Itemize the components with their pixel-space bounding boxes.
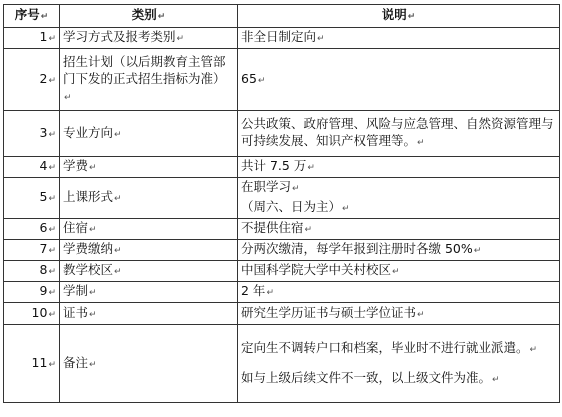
row-category: 学制↵: [60, 282, 238, 303]
description-paragraph: 公共政策、政府管理、风险与应急管理、自然资源管理与可持续发展、知识产权管理等。↵: [241, 116, 554, 148]
paragraph-mark: ↵: [48, 359, 56, 370]
header-num: 序号↵: [4, 5, 60, 28]
paragraph-mark: ↵: [292, 184, 300, 194]
table-row: [4, 111, 560, 157]
description-paragraph: 2 年↵: [241, 283, 274, 298]
description-paragraph: 分两次缴清，每学年报到注册时各缴 50%↵: [241, 241, 482, 256]
header-row: [4, 5, 560, 28]
table-row: [4, 219, 560, 240]
row-description: [238, 111, 560, 157]
description-paragraph: 在职学习↵: [241, 179, 300, 194]
header-category: 类别↵: [60, 5, 238, 28]
table-row: [4, 178, 560, 219]
row-category: 招生计划（以后期教育主管部门下发的正式招生指标为准）↵: [60, 49, 238, 111]
paragraph-mark: ↵: [317, 34, 325, 44]
row-category: 证书↵: [60, 303, 238, 325]
row-description: [238, 157, 560, 178]
paragraph-mark: ↵: [529, 344, 538, 355]
row-description: [238, 240, 560, 261]
row-description: [238, 303, 560, 325]
description-paragraph: 定向生不调转户口和档案，毕业时不进行就业派遣。↵: [241, 339, 538, 355]
paragraph-mark: ↵: [89, 309, 97, 320]
row-number: 8↵: [4, 261, 60, 282]
row-description: [238, 282, 560, 303]
paragraph-mark: ↵: [392, 267, 400, 277]
header-description: 说明↵: [238, 5, 560, 28]
paragraph-mark: ↵: [417, 138, 425, 148]
description-paragraph: 共计 7.5 万↵: [241, 158, 315, 173]
paragraph-mark: ↵: [64, 92, 72, 103]
table-row: [4, 157, 560, 178]
paragraph-mark: ↵: [48, 194, 56, 204]
paragraph-mark: ↵: [492, 374, 500, 385]
paragraph-mark: ↵: [304, 225, 313, 235]
row-description: [238, 28, 560, 49]
paragraph-mark: ↵: [114, 194, 122, 204]
row-number: 7↵: [4, 240, 60, 261]
paragraph-mark: ↵: [89, 225, 97, 235]
row-number: 2↵: [4, 49, 60, 111]
paragraph-mark: ↵: [48, 246, 56, 256]
paragraph-mark: ↵: [48, 309, 56, 320]
paragraph-mark: ↵: [48, 163, 56, 173]
paragraph-mark: ↵: [89, 288, 97, 298]
row-description: [238, 178, 560, 219]
paragraph-mark: ↵: [417, 309, 425, 320]
table-row: [4, 325, 560, 403]
row-category: 上课形式↵: [60, 178, 238, 219]
description-paragraph: 非全日制定向↵: [241, 29, 325, 44]
paragraph-mark: ↵: [157, 12, 166, 22]
row-description: [238, 261, 560, 282]
description-paragraph: 研究生学历证书与硕士学位证书↵: [241, 304, 425, 320]
row-number: 5↵: [4, 178, 60, 219]
row-number: 3↵: [4, 111, 60, 157]
paragraph-mark: ↵: [48, 288, 56, 298]
enrollment-info-table: [3, 4, 560, 403]
paragraph-mark: ↵: [114, 246, 122, 256]
row-description: [238, 325, 560, 403]
description-paragraph: 中国科学院大学中关村校区↵: [241, 262, 400, 277]
paragraph-mark: ↵: [257, 75, 266, 86]
table-row: [4, 28, 560, 49]
paragraph-mark: ↵: [89, 359, 97, 370]
paragraph-mark: ↵: [307, 163, 315, 173]
paragraph-mark: ↵: [48, 75, 56, 86]
row-number: 11↵: [4, 325, 60, 403]
paragraph-mark: ↵: [407, 12, 416, 22]
description-paragraph: 如与上级后续文件不一致，以上级文件为准。↵: [241, 369, 500, 385]
description-paragraph: （周六、日为主）↵: [241, 199, 350, 214]
row-description: [238, 49, 560, 111]
table-row: [4, 261, 560, 282]
paragraph-mark: ↵: [114, 267, 122, 277]
row-category: 备注↵: [60, 325, 238, 403]
paragraph-mark: ↵: [48, 225, 56, 235]
paragraph-mark: ↵: [473, 246, 482, 256]
row-category: 学费↵: [60, 157, 238, 178]
row-category: 学习方式及报考类别↵: [60, 28, 238, 49]
paragraph-mark: ↵: [48, 129, 56, 140]
row-number: 9↵: [4, 282, 60, 303]
table-row: [4, 49, 560, 111]
row-category: 学费缴纳↵: [60, 240, 238, 261]
paragraph-mark: ↵: [342, 204, 350, 214]
paragraph-mark: ↵: [266, 288, 274, 298]
row-description: [238, 219, 560, 240]
table-row: [4, 303, 560, 325]
paragraph-mark: ↵: [40, 12, 49, 22]
paragraph-mark: ↵: [114, 129, 122, 140]
row-number: 6↵: [4, 219, 60, 240]
paragraph-mark: ↵: [48, 34, 56, 44]
row-number: 1↵: [4, 28, 60, 49]
row-category: 专业方向↵: [60, 111, 238, 157]
row-category: 住宿↵: [60, 219, 238, 240]
table-row: [4, 282, 560, 303]
description-paragraph: 65↵: [241, 70, 266, 86]
row-category: 教学校区↵: [60, 261, 238, 282]
paragraph-mark: ↵: [176, 34, 185, 44]
table-row: [4, 240, 560, 261]
row-number: 4↵: [4, 157, 60, 178]
description-paragraph: 不提供住宿↵: [241, 220, 313, 235]
row-number: 10↵: [4, 303, 60, 325]
paragraph-mark: ↵: [89, 163, 97, 173]
paragraph-mark: ↵: [48, 267, 56, 277]
